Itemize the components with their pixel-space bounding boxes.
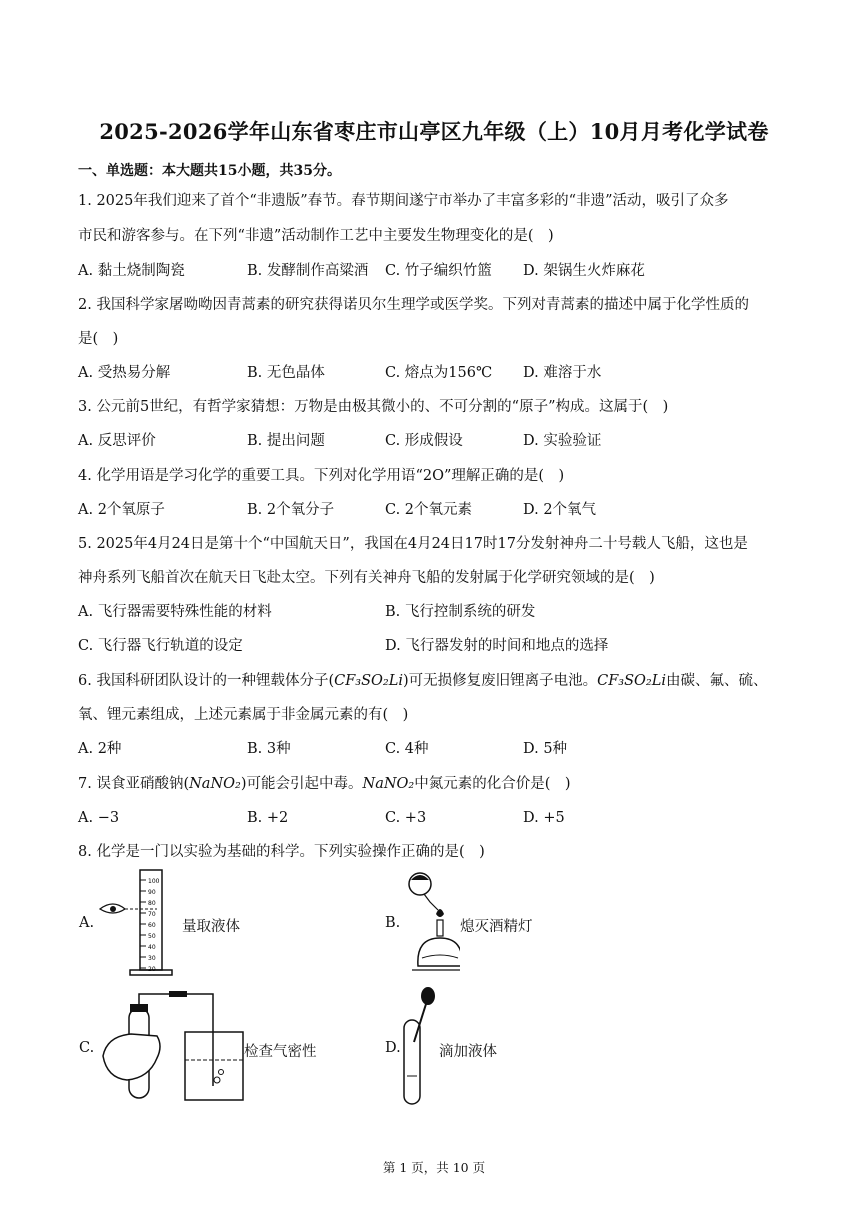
q5-option-b: B. 飞行控制系统的研发: [385, 604, 536, 620]
q3-option-a: A. 反思评价: [78, 433, 156, 449]
q6-text-b: )可无损修复废旧锂离子电池。: [402, 673, 598, 689]
cylinder-tick-label: 40: [148, 944, 156, 951]
page-footer: 第 1 页，共 10 页: [382, 1160, 486, 1175]
cylinder-tick-label: 70: [148, 911, 156, 918]
q6-option-a: A. 2种: [78, 741, 122, 757]
cylinder-tick-label: 30: [148, 955, 156, 962]
flame-icon: [436, 909, 444, 917]
q4-option-b: B. 2个氧分子: [247, 502, 335, 518]
q7-option-a: A. −3: [78, 810, 120, 826]
cylinder-tick-label: 60: [148, 922, 156, 929]
q5-option-c: C. 飞行器飞行轨道的设定: [78, 638, 243, 654]
question-5-line-1: 5. 2025年4月24日是第十个“中国航天日”，我国在4月24日17时17分发射神舟二十号载人飞船，这也是: [78, 536, 748, 552]
question-6-line-1: [78, 671, 768, 691]
q8-option-d-label: 滴加液体: [439, 1044, 497, 1060]
q6-formula: CF₃SO₂Li: [334, 673, 403, 689]
dropper-figure: [398, 986, 440, 1106]
q5-option-d: D. 飞行器发射的时间和地点的选择: [385, 638, 609, 654]
q7-text-a: 7. 误食亚硝酸钠(: [78, 776, 190, 792]
question-2-line-1: 2. 我国科学家屠呦呦因青蒿素的研究获得诺贝尔生理学或医学奖。下列对青蒿素的描述中属于化学性质的: [78, 297, 749, 313]
cylinder-tick-label: 100: [148, 878, 160, 885]
question-2-line-2: 是( ): [78, 331, 119, 347]
q6-formula-repeat: CF₃SO₂Li: [597, 673, 667, 689]
breath-lines: [424, 894, 438, 910]
q7-option-d: D. +5: [523, 810, 565, 826]
q7-text-b: )可能会引起中毒。: [240, 776, 363, 792]
q8-option-c-letter: C.: [79, 1040, 95, 1056]
q6-option-c: C. 4种: [385, 741, 429, 757]
q4-option-a: A. 2个氧原子: [78, 502, 165, 518]
q4-option-d: D. 2个氧气: [523, 502, 597, 518]
question-7-line-1: [78, 774, 571, 794]
q7-formula: NaNO₂: [189, 776, 241, 792]
q8-option-a-letter: A.: [79, 915, 95, 931]
q6-option-b: B. 3种: [247, 741, 291, 757]
q1-option-d: D. 架锅生火炸麻花: [523, 263, 645, 279]
q2-option-a: A. 受热易分解: [78, 365, 171, 381]
question-4-line-1: 4. 化学用语是学习化学的重要工具。下列对化学用语“2O”理解正确的是( ): [78, 468, 565, 484]
page-title: 2025-2026学年山东省枣庄市山亭区九年级（上）10月月考化学试卷: [99, 119, 769, 144]
cylinder-tick-label: 20: [148, 966, 156, 973]
q2-option-d: D. 难溶于水: [523, 365, 602, 381]
q4-option-c: C. 2个氧元素: [385, 502, 473, 518]
dropper-bulb: [421, 987, 435, 1005]
q1-option-a: A. 黏土烧制陶瓷: [78, 263, 185, 279]
lamp-wick-holder: [437, 920, 443, 936]
q3-option-b: B. 提出问题: [247, 433, 325, 449]
question-1-line-1: 1. 2025年我们迎来了首个“非遗版”春节。春节期间遂宁市举办了丰富多彩的“非遗”活动，吸引了众多: [78, 193, 729, 209]
airtightness-figure: [97, 986, 247, 1106]
q2-option-c: C. 熔点为156℃: [385, 365, 493, 381]
q6-option-d: D. 5种: [523, 741, 568, 757]
stopper: [130, 1004, 148, 1012]
graduated-cylinder-figure: [95, 866, 185, 978]
beaker: [185, 1032, 243, 1100]
q8-option-b-letter: B.: [385, 915, 401, 931]
lamp-body: [418, 938, 460, 966]
q3-option-c: C. 形成假设: [385, 433, 463, 449]
rubber-joint: [169, 991, 187, 997]
q6-text-a: 6. 我国科研团队设计的一种锂载体分子(: [78, 673, 335, 689]
q8-option-b-label: 熄灭酒精灯: [460, 919, 533, 935]
q2-option-b: B. 无色晶体: [247, 365, 325, 381]
question-1-line-2: 市民和游客参与。在下列“非遗”活动制作工艺中主要发生物理变化的是( ): [78, 228, 554, 244]
question-5-line-2: 神舟系列飞船首次在航天日飞赴太空。下列有关神舟飞船的发射属于化学研究领域的是( ): [78, 570, 655, 586]
bubble-1: [214, 1077, 220, 1083]
q7-option-b: B. +2: [247, 810, 289, 826]
lamp-liquid: [422, 955, 458, 958]
q1-option-b: B. 发酵制作高粱酒: [247, 263, 369, 279]
cylinder-tick-label: 80: [148, 900, 156, 907]
q6-text-c: 由碳、氟、硫、: [666, 673, 768, 689]
section-heading: 一、单选题：本大题共15小题，共35分。: [78, 163, 341, 179]
hand-icon: [103, 1034, 160, 1080]
eye-pupil: [110, 906, 116, 912]
q7-text-c: 中氮元素的化合价是( ): [414, 776, 571, 792]
q1-option-c: C. 竹子编织竹篮: [385, 263, 492, 279]
q7-option-c: C. +3: [385, 810, 427, 826]
cylinder-ticks: [140, 878, 160, 973]
question-6-line-2: 氧、锂元素组成，上述元素属于非金属元素的有( ): [78, 707, 409, 723]
q8-option-d-letter: D.: [385, 1040, 401, 1056]
q8-option-a-label: 量取液体: [182, 919, 240, 935]
alcohol-lamp-figure: [398, 866, 460, 978]
q3-option-d: D. 实验验证: [523, 433, 602, 449]
question-3-line-1: 3. 公元前5世纪，有哲学家猜想：万物是由极其微小的、不可分割的“原子”构成。这属于( ): [78, 399, 669, 415]
bubble-2: [219, 1070, 224, 1075]
cylinder-tick-label: 90: [148, 889, 156, 896]
q7-formula-repeat: NaNO₂: [362, 776, 415, 792]
cylinder-tick-label: 50: [148, 933, 156, 940]
q8-option-c-label: 检查气密性: [244, 1044, 317, 1060]
q5-option-a: A. 飞行器需要特殊性能的材料: [78, 604, 272, 620]
question-8-line-1: 8. 化学是一门以实验为基础的科学。下列实验操作正确的是( ): [78, 844, 485, 860]
